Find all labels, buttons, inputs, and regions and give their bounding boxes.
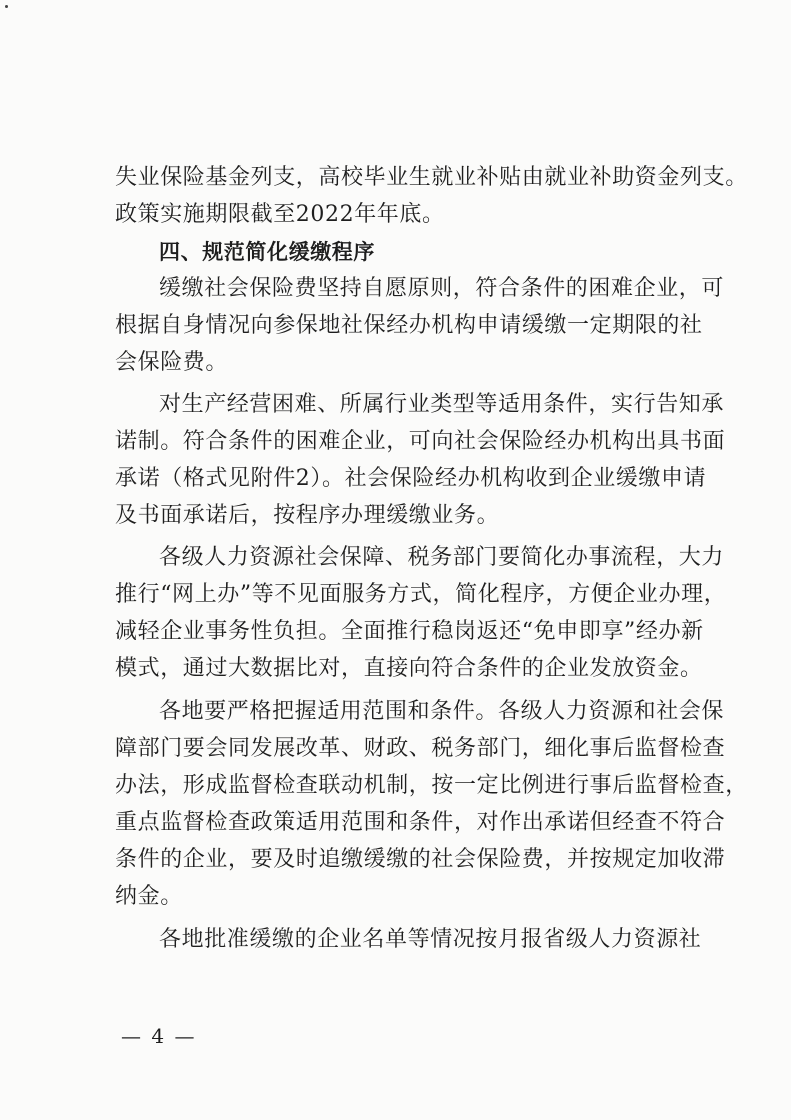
paragraph-line: 政策实施期限截至2022年年底。 bbox=[115, 202, 445, 227]
paragraph-line: 承诺（格式见附件2）。社会保险经办机构收到企业缓缴申请 bbox=[115, 466, 707, 491]
section-heading: 四、规范简化缓缴程序 bbox=[159, 240, 375, 264]
paragraph-line: 办法，形成监督检查联动机制，按一定比例进行事后监督检查， bbox=[115, 773, 748, 798]
paragraph-line: 根据自身情况向参保地社保经办机构申请缓缴一定期限的社 bbox=[115, 313, 703, 338]
paragraph-line: 会保险费。 bbox=[115, 350, 229, 375]
page-number: — 4 — bbox=[121, 1024, 197, 1048]
paragraph-line: 模式，通过大数据比对，直接向符合条件的企业发放资金。 bbox=[115, 656, 703, 681]
paragraph-line: 各地批准缓缴的企业名单等情况按月报省级人力资源社 bbox=[159, 927, 702, 952]
paragraph-line: 纳金。 bbox=[115, 884, 183, 909]
paragraph-line: 失业保险基金列支，高校毕业生就业补贴由就业补助资金列支。 bbox=[115, 165, 748, 190]
paragraph-line: 障部门要会同发展改革、财政、税务部门，细化事后监督检查 bbox=[115, 736, 726, 761]
paragraph-line: 条件的企业，要及时追缴缓缴的社会保险费，并按规定加收滞 bbox=[115, 847, 726, 872]
paragraph-line: 缓缴社会保险费坚持自愿原则，符合条件的困难企业，可 bbox=[159, 276, 725, 301]
paragraph-line: 诺制。符合条件的困难企业，可向社会保险经办机构出具书面 bbox=[115, 429, 726, 454]
paragraph-line: 推行“网上办”等不见面服务方式，简化程序，方便企业办理， bbox=[115, 582, 727, 607]
paragraph-line: 重点监督检查政策适用范围和条件，对作出承诺但经查不符合 bbox=[115, 810, 726, 835]
paragraph-line: 及书面承诺后，按程序办理缓缴业务。 bbox=[115, 503, 500, 528]
scan-speck bbox=[5, 5, 8, 8]
paragraph-line: 减轻企业事务性负担。全面推行稳岗返还“免申即享”经办新 bbox=[115, 619, 704, 644]
paragraph-line: 对生产经营困难、所属行业类型等适用条件，实行告知承 bbox=[159, 392, 725, 417]
paragraph-line: 各地要严格把握适用范围和条件。各级人力资源和社会保 bbox=[159, 699, 725, 724]
paragraph-line: 各级人力资源社会保障、税务部门要简化办事流程，大力 bbox=[159, 545, 725, 570]
